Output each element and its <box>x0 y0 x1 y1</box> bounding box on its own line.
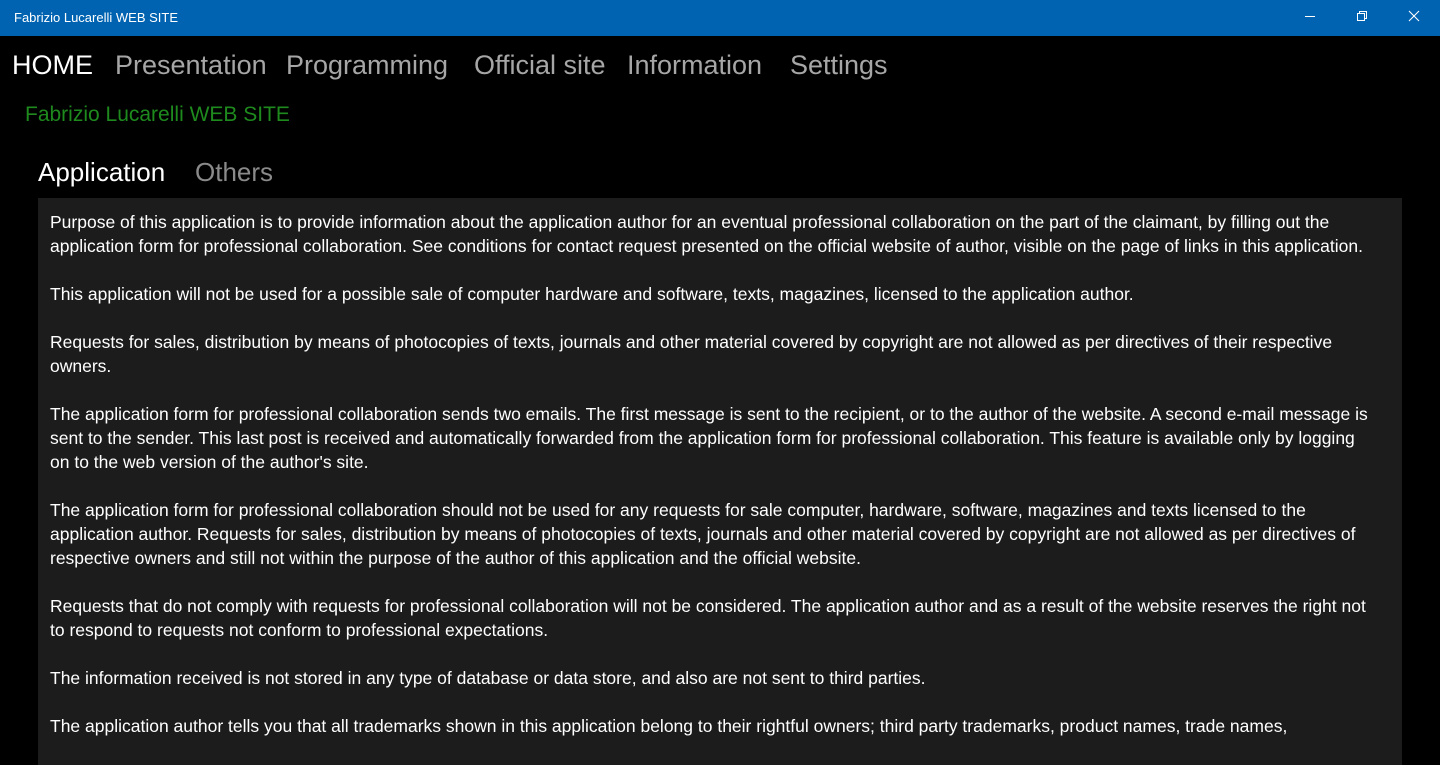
paragraph-compliance: Requests that do not comply with requests for professional collaboration will not be considered. The application author and as a result of the website reserves the right not to respond to requests not conform to professional expectations. <box>50 596 1366 640</box>
content-text <box>38 198 1402 738</box>
nav-item-information[interactable]: Information <box>627 50 763 80</box>
nav-item-presentation[interactable]: Presentation <box>115 50 267 80</box>
nav-item-official-site[interactable]: Official site <box>474 50 606 80</box>
close-button[interactable] <box>1389 0 1439 36</box>
tab-others[interactable]: Others <box>195 157 274 187</box>
paragraph-no-sale: This application will not be used for a possible sale of computer hardware and software, texts, magazines, licensed to the application author. <box>50 284 1134 304</box>
minimize-icon <box>1304 9 1316 27</box>
window-title: Fabrizio Lucarelli WEB SITE <box>14 10 178 25</box>
restore-button[interactable] <box>1337 0 1387 36</box>
paragraph-copyright: Requests for sales, distribution by means of photocopies of texts, journals and other material covered by copyright are not allowed as per directives of their respective owners. <box>50 332 1333 376</box>
content-panel[interactable] <box>38 198 1402 765</box>
title-bar <box>0 0 1440 36</box>
close-icon <box>1408 9 1420 27</box>
paragraph-form-usage: The application form for professional collaboration should not be used for any requests for sale computer, hardware, software, magazines and texts licensed to the application author. Requests for sales, distribution by means of photocopies of texts, journals and other material covered by copyright are not allowed as per directives of respective owners and still not within the purpose of the author of this application and the official website. <box>50 500 1356 568</box>
nav-item-settings[interactable]: Settings <box>790 50 888 80</box>
sub-tabs <box>0 154 1440 196</box>
nav-item-home[interactable]: HOME <box>12 50 93 80</box>
tab-application[interactable]: Application <box>38 157 166 187</box>
restore-icon <box>1356 9 1368 27</box>
paragraph-data-storage: The information received is not stored in any type of database or data store, and also are not sent to third parties. <box>50 668 926 688</box>
site-title: Fabrizio Lucarelli WEB SITE <box>25 103 290 126</box>
nav-item-programming[interactable]: Programming <box>286 50 449 80</box>
main-navigation <box>0 36 1440 96</box>
paragraph-emails: The application form for professional collaboration sends two emails. The first message is sent to the recipient, or to the author of the website. A second e-mail message is sent to the sender. This last post is received and automatically forwarded from the application form for professional collaboration. This feature is available only by logging on to the web version of the author's site. <box>50 404 1368 472</box>
minimize-button[interactable] <box>1285 0 1335 36</box>
paragraph-purpose: Purpose of this application is to provide information about the application author for an eventual professional collaboration on the part of the claimant, by filling out the application form for professional collaboration. See conditions for contact request presented on the official website of author, visible on the page of links in this application. <box>50 212 1363 256</box>
paragraph-trademarks: The application author tells you that all trademarks shown in this application belong to their rightful owners; third party trademarks, product names, trade names, <box>50 716 1288 736</box>
